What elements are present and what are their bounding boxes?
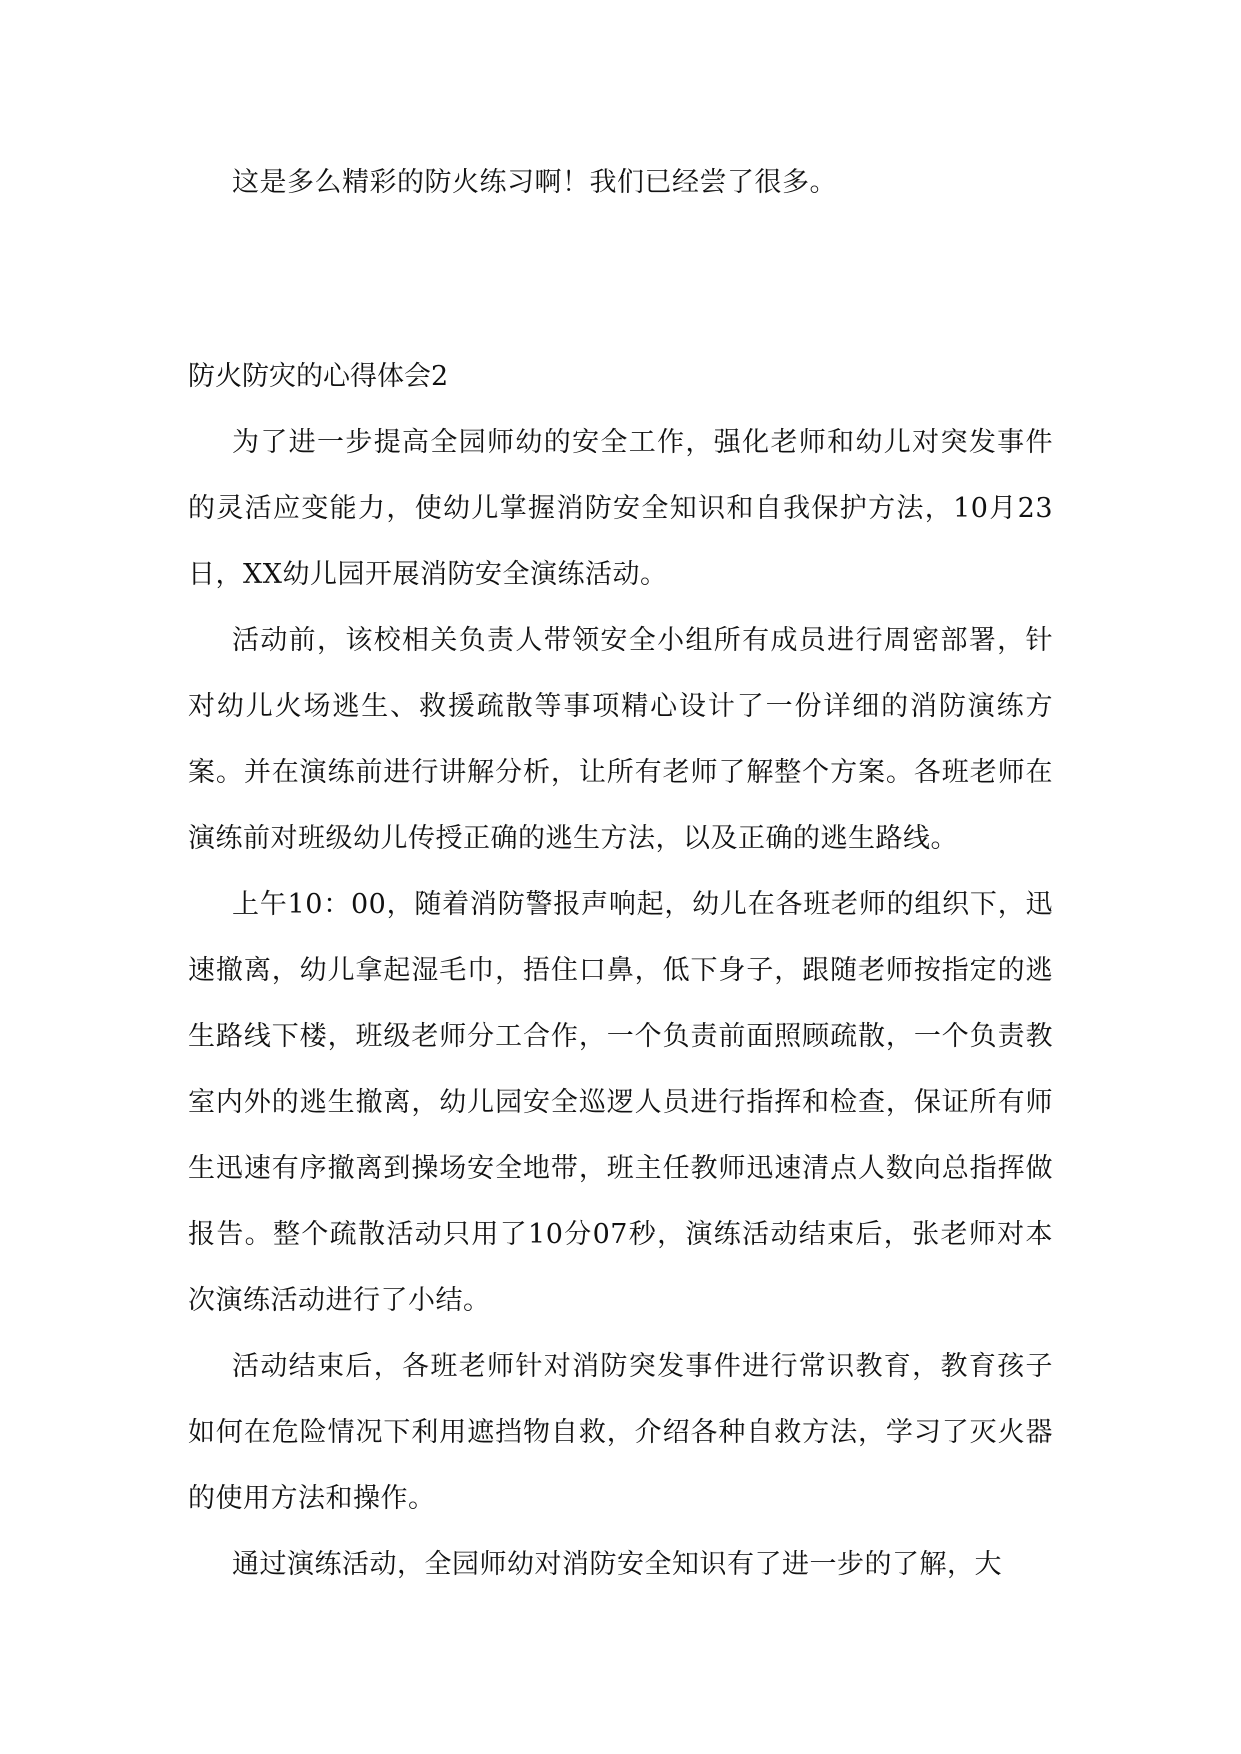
paragraph: 为了进一步提高全园师幼的安全工作，强化老师和幼儿对突发事件的灵活应变能力，使幼儿掌握消防安全知识和自我保护方法，10月23日，XX幼儿园开展消防安全演练活动。 — [188, 427, 1053, 590]
paragraph: 上午10：00，随着消防警报声响起，幼儿在各班老师的组织下，迅速撤离，幼儿拿起湿毛巾，捂住口鼻，低下身子，跟随老师按指定的逃生路线下楼，班级老师分工合作，一个负责前面照顾疏散，一个负责教室内外的逃生撤离，幼儿园安全巡逻人员进行指挥和检查，保证所有师生迅速有序撤离到操场安全地带，班主任教师迅速清点人数向总指挥做报告。整个疏散活动只用了10分07秒，演练活动结束后，张老师对本次演练活动进行了小结。 — [188, 889, 1053, 1316]
intro-paragraph: 这是多么精彩的防火练习啊！我们已经尝了很多。 — [232, 167, 837, 198]
paragraph: 活动结束后，各班老师针对消防突发事件进行常识教育，教育孩子如何在危险情况下利用遮挡物自救，介绍各种自救方法，学习了灭火器的使用方法和操作。 — [188, 1351, 1053, 1514]
body-text — [188, 410, 1053, 1598]
paragraph: 活动前，该校相关负责人带领安全小组所有成员进行周密部署，针对幼儿火场逃生、救援疏散等事项精心设计了一份详细的消防演练方案。并在演练前进行讲解分析，让所有老师了解整个方案。各班老师在演练前对班级幼儿传授正确的逃生方法，以及正确的逃生路线。 — [188, 625, 1053, 854]
paragraph: 通过演练活动，全园师幼对消防安全知识有了进一步的了解，大 — [232, 1549, 1002, 1580]
section-title: 防火防灾的心得体会2 — [188, 361, 449, 392]
